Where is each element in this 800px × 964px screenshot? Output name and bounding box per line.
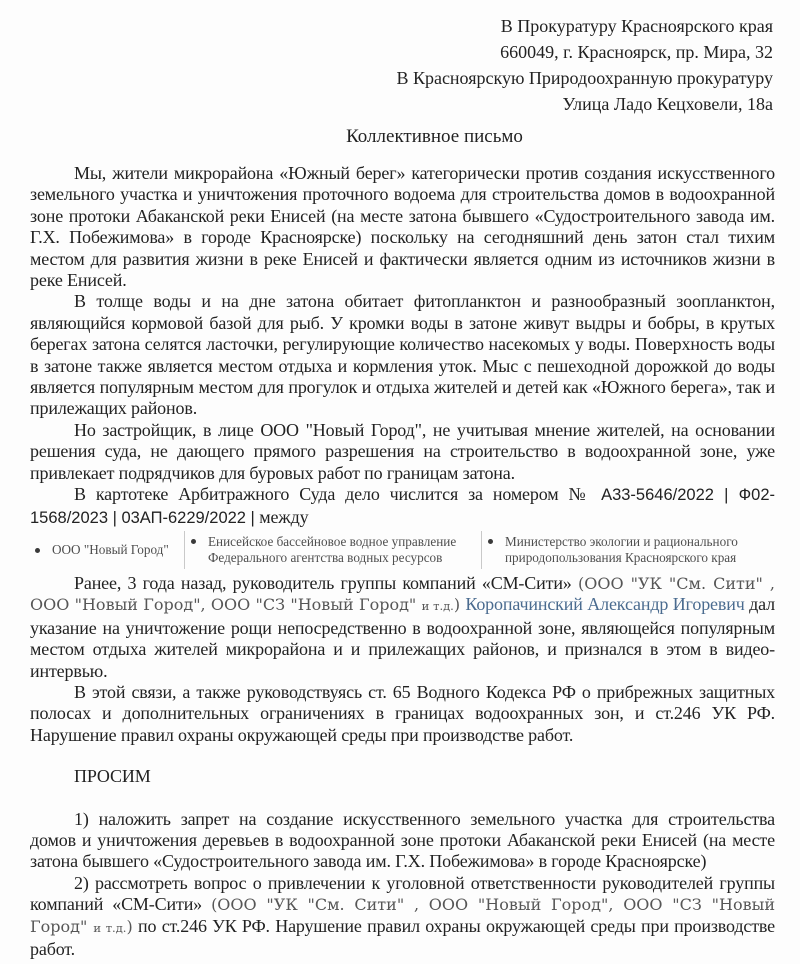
case-number: А33-5646/2022 | Ф02-1568/2023 | 03АП-6229/2022 | bbox=[30, 486, 776, 527]
request-heading: ПРОСИМ bbox=[74, 766, 151, 787]
request2-lead: 2) рассмотреть вопрос о привлечении к уголовной ответственности руководителей группы компаний «СМ-Сити» bbox=[30, 872, 775, 915]
bullet-icon bbox=[191, 539, 196, 544]
party-label: Енисейское бассейновое водное управление Федерального агентства водных ресурсов bbox=[208, 533, 457, 566]
recipient-address-block bbox=[30, 13, 775, 117]
etc-abbreviation: и т.д. bbox=[421, 599, 454, 614]
party-item bbox=[30, 531, 184, 569]
paragraph-intro: Мы, жители микрорайона «Южный берег» категорически против создания искусственного земельного участка и уничтожения проточного водоема для строительства домов в водоохранной зоне протоки Абаканской реки Енисей (на месте затона бывшего «Судостроительного завода им. Г.Х. Побежимова» в городе Красноярске) поскольку на сегодняшний день затон стал тихим местом для развития жизни в реке Енисей и фактически является одним из источников жизни в реке Енисей. bbox=[30, 163, 775, 291]
bullet-icon bbox=[488, 539, 493, 544]
document-title: Коллективное письмо bbox=[346, 126, 523, 147]
case-parties-list bbox=[30, 531, 775, 569]
request-item-1: 1) наложить запрет на создание искусственного земельного участка для строительства домов и уничтожения деревьев в водоохранной зоне протоки Абаканской реки Енисей (на месте затона бывшего «Судостроительного завода им. Г.Х. Побежимова» в городе Красноярске) bbox=[30, 808, 775, 872]
company-list-close: ) bbox=[453, 595, 466, 615]
letter-body bbox=[30, 163, 775, 960]
court-case-text: В картотеке Арбитражного Суда дело числится за номером № bbox=[74, 484, 602, 505]
request-item-2 bbox=[30, 873, 775, 961]
paragraph-legal-grounds: В этой связи, а также руководствуясь ст. 65 Водного Кодекса РФ о прибрежных защитных полосах и дополнительных ограничениях в границах водоохранных зон, и ст.246 УК РФ. Нарушение правил охраны окружающей среды при производстве работ. bbox=[30, 681, 775, 745]
history-tail: дал указание на уничтожение рощи непосредственно в водоохранной зоне, являющейся популярным местом отдыха жителей микрорайона и и прилежащих районов, и признался в этом в видео-интервью. bbox=[30, 594, 775, 681]
history-lead: Ранее, 3 года назад, руководитель группы компаний «СМ-Сити» bbox=[74, 572, 578, 593]
company-list: (ООО "УК "См. Сити" , ООО "Новый Город", ООО "СЗ "Новый Город" bbox=[30, 573, 775, 615]
party-label: ООО "Новый Город" bbox=[52, 542, 169, 558]
recipient-line: Улица Ладо Кецховели, 18а bbox=[562, 94, 773, 114]
recipient-line: 660049, г. Красноярск, пр. Мира, 32 bbox=[500, 42, 773, 62]
company-list: (ООО "УК "См. Сити" , ООО "Новый Город", ООО "СЗ "Новый Город" bbox=[30, 895, 775, 936]
paragraph-nature: В толще воды и на дне затона обитает фитопланктон и разнообразный зоопланктон, являющийся кормовой базой для рыб. У кромки воды в затоне живут выдры и бобры, в крутых берегах затона селятся ласточки, регулирующие количество насекомых у воды. Поверхность воды в затоне также является местом отдыха и кормления уток. Мыс с пешеходной дорожкой до воды является популярным местом для прогулок и отдыха жителей и детей как «Южного берега», так и прилежащих районов. bbox=[30, 291, 775, 419]
party-item bbox=[481, 531, 775, 569]
recipient-line: В Красноярскую Природоохранную прокуратуру bbox=[396, 68, 773, 88]
paragraph-history bbox=[30, 573, 775, 682]
recipient-line: В Прокуратуру Красноярского края bbox=[500, 16, 773, 36]
bullet-icon bbox=[35, 548, 40, 553]
request2-tail: по ст.246 УК РФ. Нарушение правил охраны окружающей среды при производстве работ. bbox=[30, 915, 775, 959]
person-name-link: Коропачинский Александр Игоревич bbox=[465, 594, 745, 615]
party-item bbox=[184, 531, 481, 569]
paragraph-developer: Но застройщик, в лице ООО "Новый Город", не учитывая мнение жителей, на основании решения суда, не дающего прямого разрешения на строительство в водоохранной зоне, уже привлекает подрядчиков для буровых работ по границам затона. bbox=[30, 419, 775, 483]
etc-abbreviation: и т.д. bbox=[93, 920, 127, 935]
company-list-close: ) bbox=[126, 916, 133, 936]
court-case-text-suffix: между bbox=[254, 506, 309, 527]
paragraph-court-case bbox=[30, 484, 775, 529]
party-label: Министерство экологии и рационального природопользования Красноярского края bbox=[505, 533, 738, 566]
